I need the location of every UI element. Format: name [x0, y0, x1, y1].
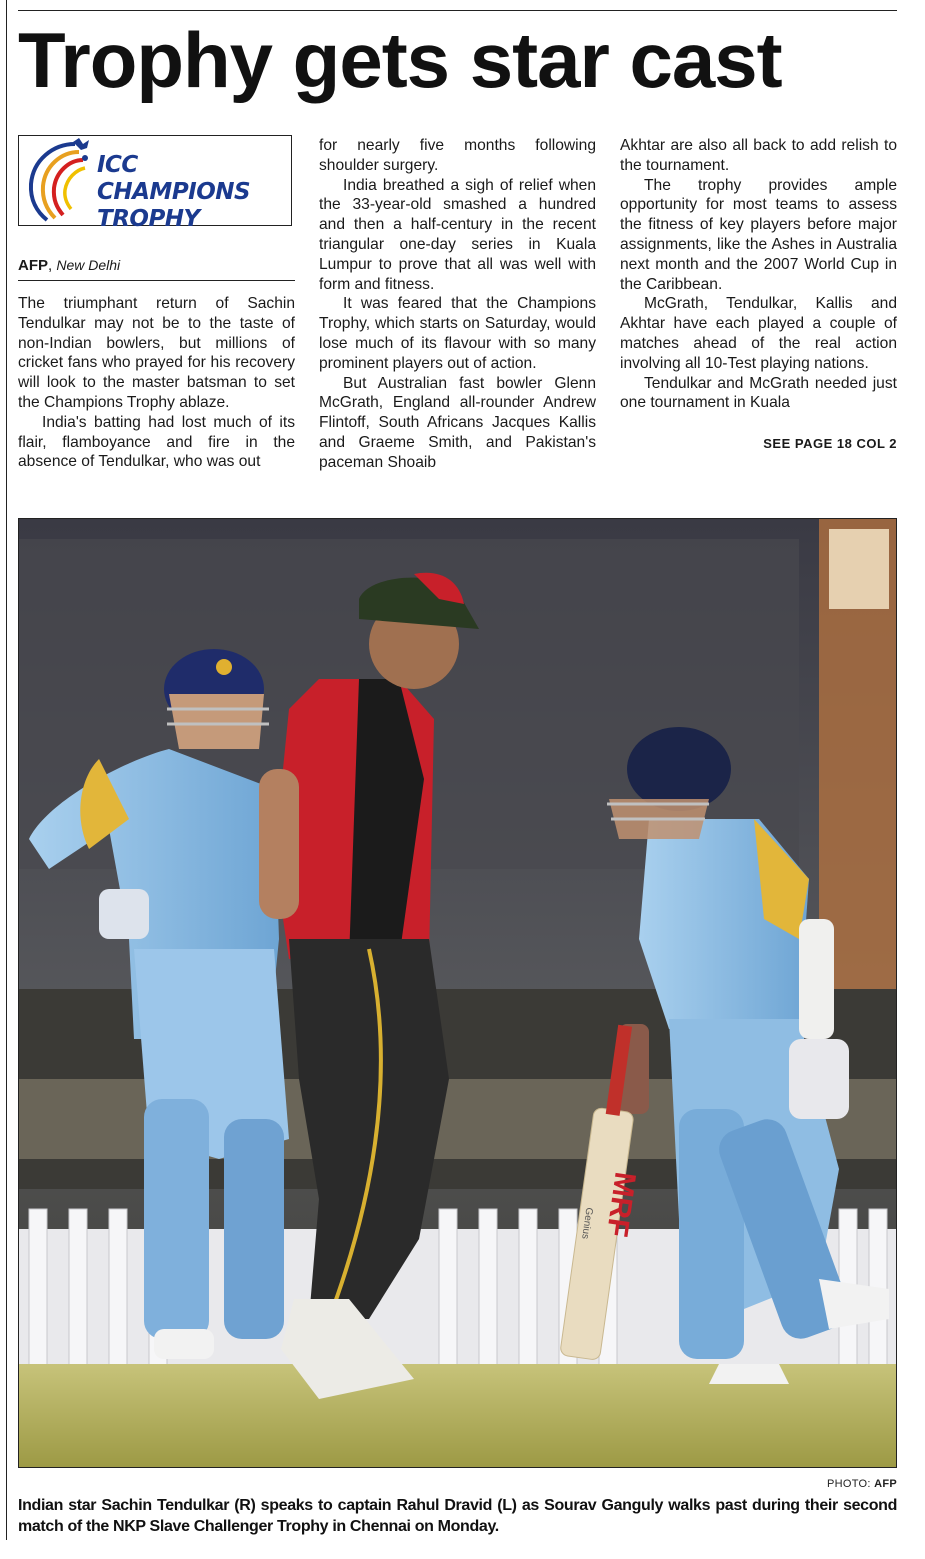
- byline-rule: [18, 280, 295, 281]
- credit-label: PHOTO:: [826, 1478, 871, 1490]
- photo-caption: Indian star Sachin Tendulkar (R) speaks to captain Rahul Dravid (L) as Sourav Ganguly walks past during their second match of the NKP Slave Challenger Trophy in Chennai on Monday.: [18, 1497, 897, 1535]
- continuation-jump: SEE PAGE 18 COL 2: [763, 436, 897, 451]
- logo-line-2: TROPHY: [97, 206, 200, 232]
- credit-source: AFP: [874, 1478, 897, 1490]
- headline: Trophy gets star cast: [18, 16, 782, 104]
- byline: [18, 255, 294, 276]
- logo-text: [97, 152, 291, 233]
- icc-champions-trophy-logo-icon: [23, 138, 103, 224]
- cricket-players-photo: [19, 519, 896, 1467]
- icc-logo-box: [18, 135, 292, 232]
- byline-separator: ,: [48, 257, 57, 274]
- paragraph: India breathed a sigh of relief when the 33-year-old smashed a hundred and then a half-century in the recent triangular one-day series in Kuala Lumpur to prove that all was well with form and fitness.: [319, 176, 596, 293]
- article-column-2: [319, 136, 596, 473]
- paragraph: But Australian fast bowler Glenn McGrath, England all-rounder Andrew Flintoff, South Africans Jacques Kallis and Graeme Smith, and Pakistan's paceman Shoaib: [319, 374, 596, 471]
- paragraph: The triumphant return of Sachin Tendulkar may not be to the taste of non-Indian bowlers, but millions of cricket fans who prayed for his recovery will look to the master batsman to set the Champions Trophy ablaze.: [18, 295, 295, 411]
- bat-logo: MRF: [599, 1169, 642, 1239]
- paragraph: The trophy provides ample opportunity for most teams to assess the fitness of key players before major assignments, like the Ashes in Australia next month and the 2007 World Cup in the Caribbean.: [620, 176, 897, 293]
- logo-line-1: ICC CHAMPIONS: [97, 152, 251, 205]
- paragraph: for nearly five months following shoulder surgery.: [319, 137, 596, 174]
- paragraph: McGrath, Tendulkar, Kallis and Akhtar have each played a couple of matches ahead of the real action involving all 10-Test playing nations.: [620, 295, 897, 372]
- article-column-3: [620, 136, 897, 413]
- byline-agency: AFP: [18, 257, 48, 274]
- paragraph: Tendulkar and McGrath needed just one tournament in Kuala: [620, 374, 897, 412]
- paragraph: India's batting had lost much of its flair, flamboyance and fire in the absence of Tendulkar, who was out: [18, 413, 295, 471]
- news-photo: [18, 518, 897, 1468]
- left-column-rule: [6, 0, 7, 1540]
- byline-place: New Delhi: [56, 257, 121, 273]
- photo-credit: [600, 1478, 897, 1490]
- top-rule: [18, 10, 897, 11]
- article-column-1: [18, 294, 295, 472]
- paragraph: It was feared that the Champions Trophy, which starts on Saturday, would lose much of its flavour with so many prominent players out of action.: [319, 295, 596, 372]
- paragraph: Akhtar are also all back to add relish to the tournament.: [620, 137, 897, 174]
- bat-sublabel: Genius: [579, 1206, 595, 1240]
